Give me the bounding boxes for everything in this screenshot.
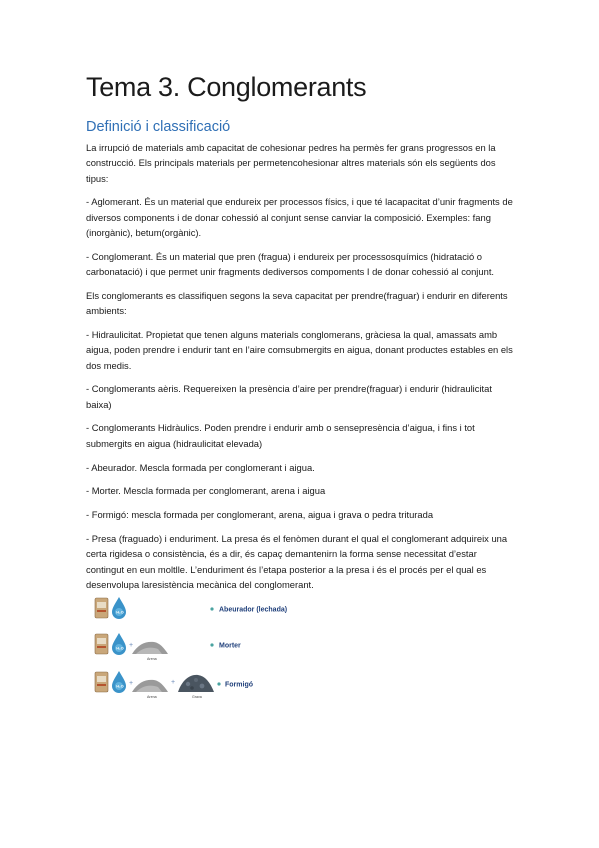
figure-row-abeurador <box>95 597 287 619</box>
plus-sign: + <box>171 679 176 686</box>
gravel-label: Grava <box>192 695 202 699</box>
figure-row-morter <box>95 633 241 661</box>
sand-label: Arena <box>147 695 157 699</box>
paragraph-presa: - Presa (fraguado) i enduriment. La presa és el fenòmen durant el qual el conglomerant adquireix una certa rigidesa o consistència, és a dir, és capaç demantenirn la forma sense necessitat d’estar contingut en eun moltlle. L’enduriment és l’etapa posterior a la presa i és el procés per el qual es desenvolupa laresistència mecànica del conglomerant. <box>86 532 508 590</box>
section-heading: Definició i classificació <box>86 119 231 135</box>
paragraph-formigo: - Formigó: mescla formada per conglomerant, arena, aigua i grava o pedra triturada <box>86 509 434 521</box>
paragraph-hidraulics: - Conglomerants Hidràulics. Poden prendre i endurir amb o sensepresència d’aigua, i fins i tot submergits en aigua (hidraulicitat elevada) <box>86 422 475 449</box>
paragraph-morter: - Morter. Mescla formada per conglomerant, arena i aigua <box>86 485 326 497</box>
water-drop-label: H₂O <box>116 646 124 651</box>
plus-sign: + <box>129 680 134 687</box>
sand-label: Arena <box>147 657 157 661</box>
paragraph-conglomerant: - Conglomerant. És un material que pren (fragua) i endureix per processosquímics (hidratació o carbonatació) i que permet unir fragments dediversos compoments I de donar cohessió al conjunt. <box>86 250 495 278</box>
cement-bag-icon <box>95 598 108 618</box>
mixtures-figure <box>92 594 312 708</box>
water-drop-icon <box>112 633 126 655</box>
water-drop-label: H₂O <box>116 684 124 689</box>
body-text <box>86 140 516 601</box>
plus-sign: + <box>129 642 134 649</box>
sand-pile-icon <box>132 642 168 654</box>
cement-bag-icon <box>95 672 108 692</box>
paragraph-classification: Els conglomerants es classifiquen segons la seva capacitat per prendre(fraguar) i endurir en diferents ambients: <box>86 289 508 317</box>
water-drop-icon <box>112 671 126 693</box>
page-title: Tema 3. Conglomerants <box>86 72 367 102</box>
figure-label-formigo: Formigó <box>225 681 253 689</box>
bullet-icon <box>210 607 213 610</box>
paragraph-aglomerant: - Aglomerant. És un material que endureix per processos físics, i que té lacapacitat d’unir fragments de diversos components i de donar cohessió al conjunt sense canviar la composició. Exemples: fang (inorgànic), betum(orgànic). <box>86 196 513 238</box>
gravel-pile-icon <box>178 675 214 692</box>
mixtures-illustration <box>92 594 312 708</box>
bullet-icon <box>210 643 213 646</box>
figure-label-abeurador: Abeurador (lechada) <box>219 606 288 614</box>
paragraph-abeurador: - Abeurador. Mescla formada per conglomerant i aigua. <box>86 461 315 473</box>
cement-bag-icon <box>95 634 108 654</box>
bullet-icon <box>217 682 220 685</box>
paragraph-intro: La irrupció de materials amb capacitat de cohesionar pedres ha permès fer grans progressos en la construcció. Els principals materials per permetencohesionar altres materials són els següents dos tipus: <box>86 142 496 184</box>
figure-row-formigo <box>95 671 253 699</box>
figure-label-morter: Morter <box>219 642 241 650</box>
water-drop-icon <box>112 597 126 619</box>
water-drop-label: H₂O <box>116 610 124 615</box>
sand-pile-icon <box>132 680 168 692</box>
paragraph-hidraulicitat: - Hidraulicitat. Propietat que tenen alguns materials conglomerans, gràciesa la qual, amassats amb aigua, poden prendre i endurir tant en l’aire comsubmergits en aigua, donant productes estables en els dos medis. <box>86 328 513 371</box>
paragraph-aeris: - Conglomerants aèris. Requereixen la presència d’aire per prendre(fraguar) i endurir (hidraulicitat baixa) <box>86 383 492 410</box>
